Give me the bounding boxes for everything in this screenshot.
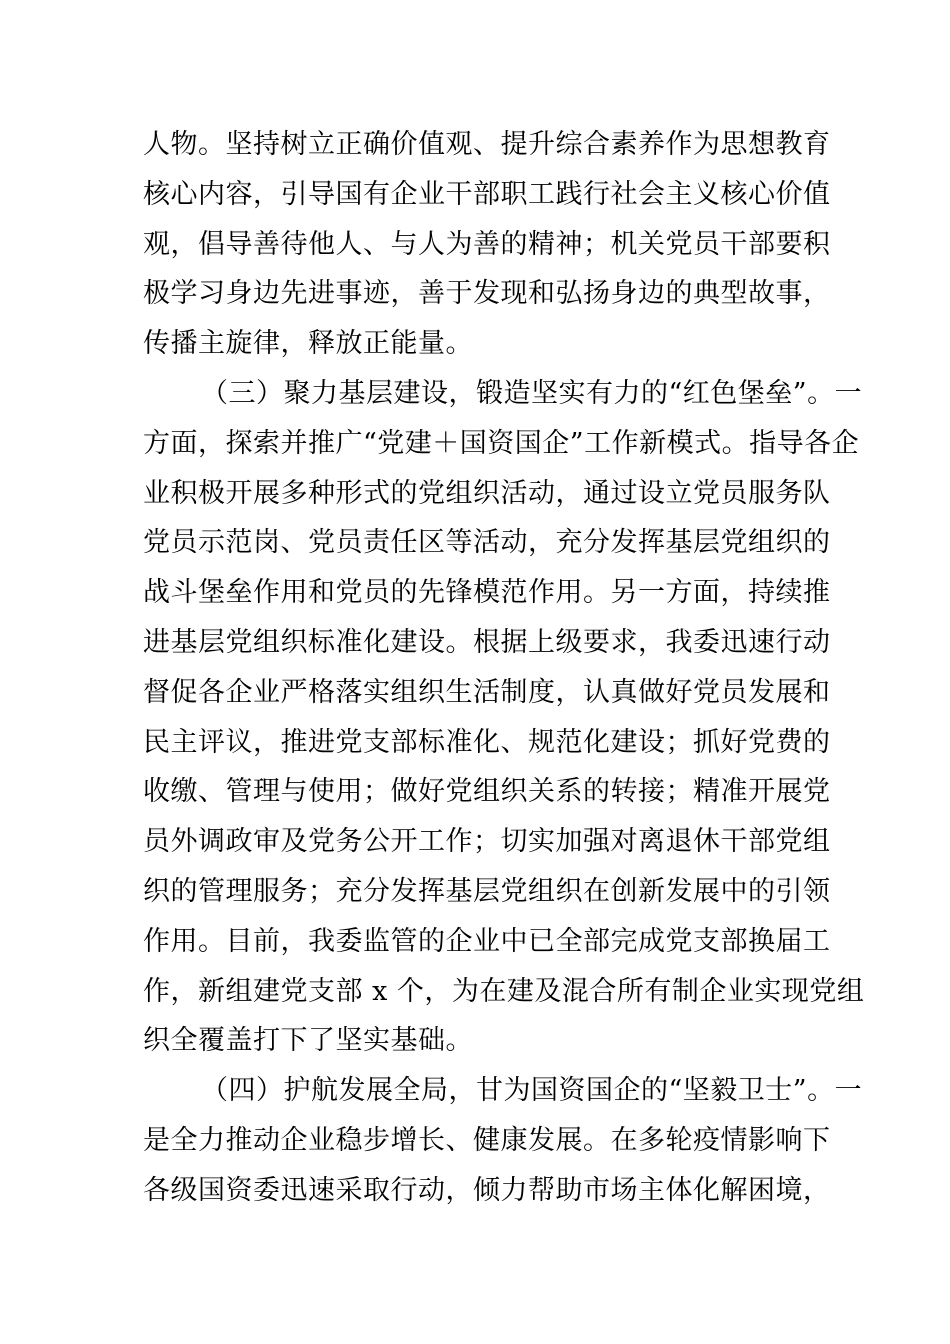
text-line: 员外调政审及党务公开工作；切实加强对离退休干部党组 (143, 826, 831, 858)
text-line: 各级国资委迅速采取行动，倾力帮助市场主体化解困境， (143, 1174, 831, 1206)
text-line: 织全覆盖打下了坚实基础。 (143, 1025, 473, 1057)
text-line: 作，新组建党支部 x 个，为在建及混合所有制企业实现党组 (143, 975, 865, 1007)
text-line: 是全力推动企业稳步增长、健康发展。在多轮疫情影响下 (143, 1124, 831, 1156)
text-line: 观，倡导善待他人、与人为善的精神；机关党员干部要积 (143, 228, 831, 260)
text-line: 方面，探索并推广“党建＋国资国企”工作新模式。指导各企 (143, 427, 860, 459)
text-line: 人物。坚持树立正确价值观、提升综合素养作为思想教育 (143, 129, 831, 160)
text-line: 督促各企业严格落实组织生活制度，认真做好党员发展和 (143, 676, 831, 708)
document-body (143, 120, 865, 1216)
section-heading-line: （四）护航发展全局，甘为国资国企的“坚毅卫士”。一 (201, 1075, 863, 1107)
text-line: 收缴、管理与使用；做好党组织关系的转接；精准开展党 (143, 776, 831, 808)
section-heading-line: （三）聚力基层建设，锻造坚实有力的“红色堡垒”。一 (201, 377, 863, 409)
text-line: 核心内容，引导国有企业干部职工践行社会主义核心价值 (143, 178, 831, 210)
text-line: 业积极开展多种形式的党组织活动，通过设立党员服务队 (143, 477, 831, 509)
text-line: 党员示范岗、党员责任区等活动，充分发挥基层党组织的 (143, 527, 831, 559)
text-line: 民主评议，推进党支部标准化、规范化建设；抓好党费的 (143, 726, 831, 758)
text-line: 进基层党组织标准化建设。根据上级要求，我委迅速行动 (143, 626, 831, 658)
text-line: 织的管理服务；充分发挥基层党组织在创新发展中的引领 (143, 875, 831, 907)
text-line: 传播主旋律，释放正能量。 (143, 328, 473, 360)
text-line: 战斗堡垒作用和党员的先锋模范作用。另一方面，持续推 (143, 577, 831, 609)
text-line: 极学习身边先进事迹，善于发现和弘扬身边的典型故事， (143, 278, 831, 310)
text-line: 作用。目前，我委监管的企业中已全部完成党支部换届工 (143, 925, 831, 957)
